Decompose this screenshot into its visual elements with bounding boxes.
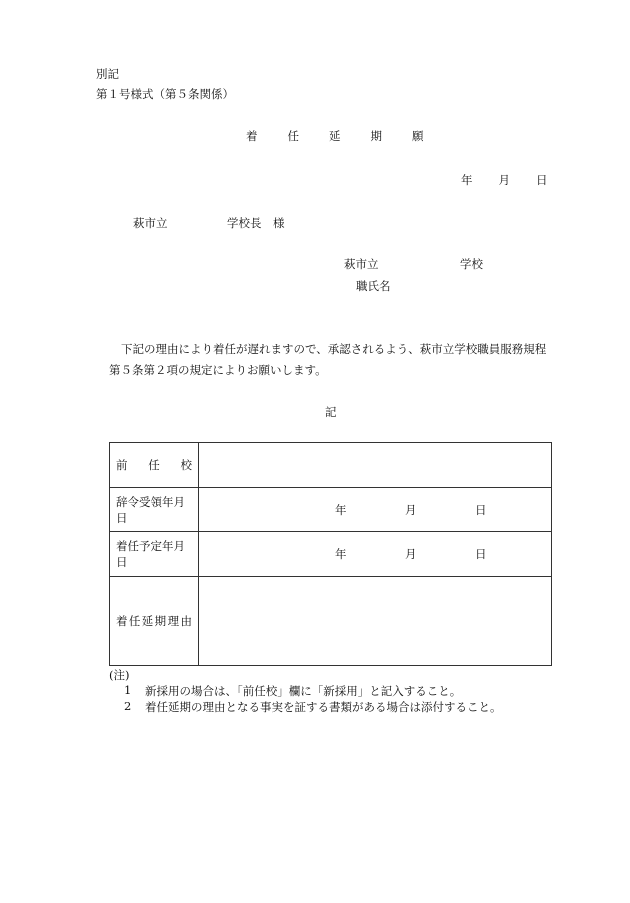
application-table — [109, 442, 552, 666]
delay-reason-value[interactable] — [199, 577, 552, 666]
applicant-name-label: 職氏名 — [356, 279, 391, 293]
body-text-line-2: 第５条第２項の規定によりお願いします。 — [109, 363, 327, 377]
title-char: 任 — [287, 129, 299, 143]
document-title — [246, 128, 424, 144]
date-day-label: 日 — [475, 547, 487, 561]
resign-date-value[interactable] — [199, 488, 552, 532]
form-reference: 第１号様式（第５条関係） — [96, 87, 234, 101]
date-month-label: 月 — [498, 173, 510, 187]
arrival-date-label: 着任予定年月日 — [110, 532, 199, 577]
addressee-city: 萩市立 — [133, 216, 168, 230]
note-text: 着任延期の理由となる事実を証する書類がある場合は添付すること。 — [145, 700, 502, 714]
body-text-line-1: 下記の理由により着任が遅れますので、承認されるよう、萩市立学校職員服務規程 — [121, 342, 547, 356]
table-row — [110, 488, 552, 532]
table-row — [110, 577, 552, 666]
title-char: 願 — [412, 129, 424, 143]
label-char: 期 — [154, 614, 167, 628]
prev-school-label — [110, 443, 199, 488]
table-row — [110, 443, 552, 488]
note-number: 2 — [124, 699, 132, 713]
date-year-label: 年 — [461, 173, 473, 187]
label-char: 理 — [167, 614, 180, 628]
addressee-role: 学校長 様 — [227, 216, 285, 230]
title-char: 延 — [329, 129, 341, 143]
resign-date-label: 辞令受領年月日 — [110, 488, 199, 532]
date-day-label: 日 — [475, 502, 487, 517]
notes-heading: (注) — [109, 668, 130, 682]
prev-school-value[interactable] — [199, 443, 552, 488]
label-char: 任 — [128, 614, 141, 628]
label-char: 前 — [116, 458, 128, 472]
table-row — [110, 532, 552, 577]
date-month-label: 月 — [405, 502, 417, 517]
date-year-label: 年 — [335, 502, 347, 517]
applicant-city: 萩市立 — [344, 257, 379, 271]
label-char: 校 — [180, 458, 192, 472]
date-year-label: 年 — [335, 547, 347, 561]
applicant-school: 学校 — [460, 257, 483, 271]
date-day-label: 日 — [536, 173, 548, 187]
appendix-label: 別記 — [96, 67, 119, 81]
label-char: 延 — [141, 614, 154, 628]
title-char: 期 — [370, 129, 382, 143]
label-char: 着 — [116, 614, 128, 628]
delay-reason-label — [110, 577, 199, 666]
ki-heading: 記 — [325, 405, 337, 419]
date-month-label: 月 — [405, 547, 417, 561]
arrival-date-value[interactable] — [199, 532, 552, 577]
note-number: 1 — [124, 683, 132, 697]
submission-date — [461, 172, 548, 188]
label-char: 任 — [148, 458, 160, 472]
label-char: 由 — [180, 614, 192, 628]
note-text: 新採用の場合は、「前任校」欄に「新採用」と記入すること。 — [145, 684, 462, 698]
title-char: 着 — [246, 129, 258, 143]
